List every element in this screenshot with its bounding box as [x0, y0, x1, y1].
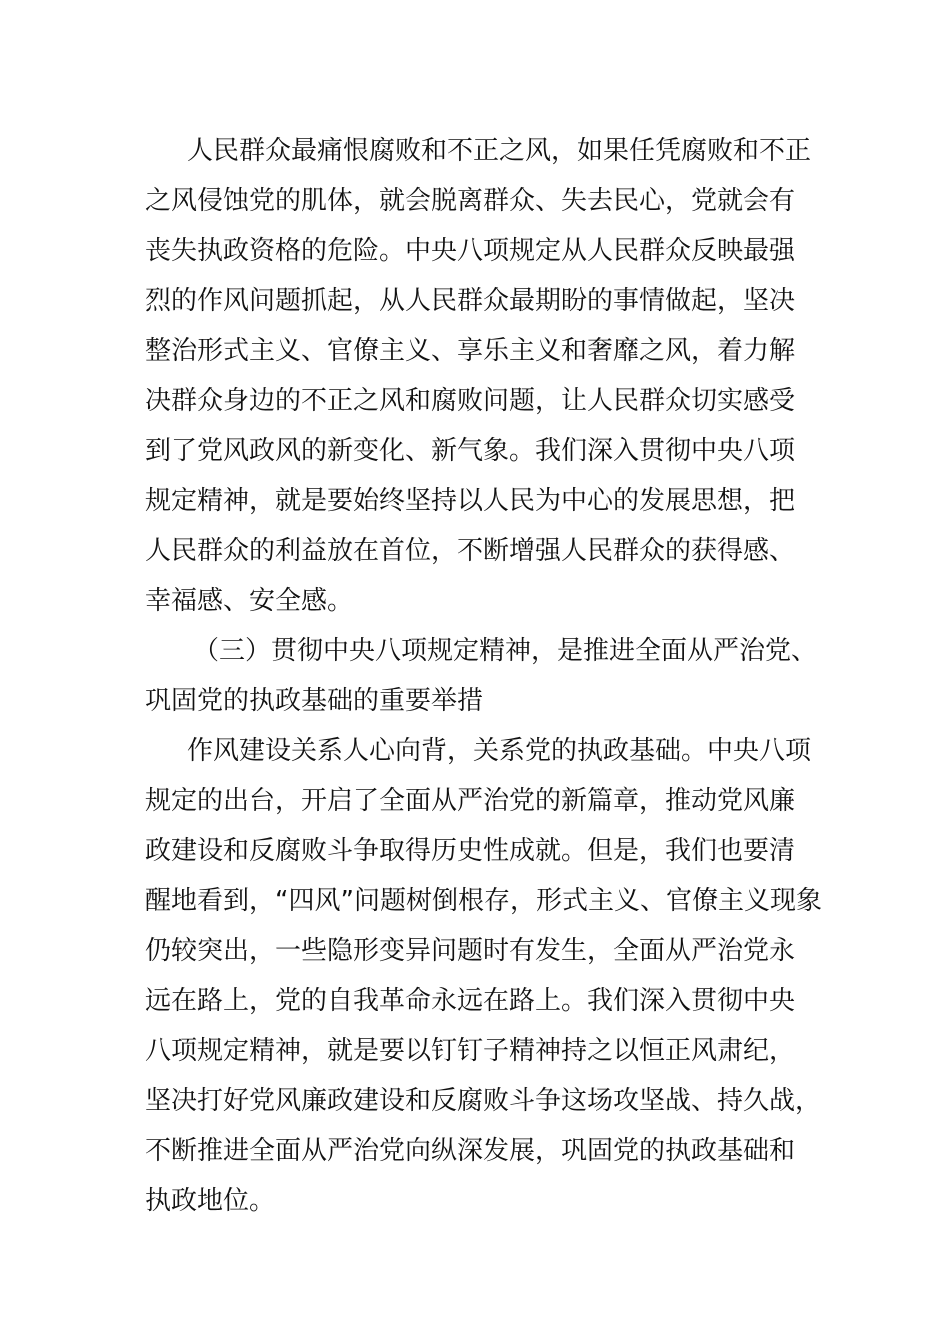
paragraph-1-line: 之风侵蚀党的肌体，就会脱离群众、失去民心，党就会有 [145, 186, 796, 216]
paragraph-1-line: 整治形式主义、官僚主义、享乐主义和奢靡之风，着力解 [145, 336, 796, 366]
paragraph-2-line: 八项规定精神，就是要以钉钉子精神持之以恒正风肃纪， [145, 1036, 796, 1066]
paragraph-2-line: 坚决打好党风廉政建设和反腐败斗争这场攻坚战、持久战， [145, 1086, 822, 1116]
paragraph-1-line: 幸福感、安全感。 [145, 586, 354, 616]
paragraph-1-line: 规定精神，就是要始终坚持以人民为中心的发展思想，把 [145, 486, 796, 516]
paragraph-1-line: 烈的作风问题抓起，从人民群众最期盼的事情做起，坚决 [145, 286, 796, 316]
paragraph-2-line: 作风建设关系人心向背，关系党的执政基础。中央八项 [187, 736, 812, 766]
paragraph-2-line: 政建设和反腐败斗争取得历史性成就。但是，我们也要清 [145, 836, 796, 866]
paragraph-2-line: 规定的出台，开启了全面从严治党的新篇章，推动党风廉 [145, 786, 796, 816]
section-heading-3-line: （三）贯彻中央八项规定精神，是推进全面从严治党、 [193, 636, 818, 666]
paragraph-2-line: 仍较突出，一些隐形变异问题时有发生，全面从严治党永 [145, 936, 796, 966]
paragraph-1-line: 决群众身边的不正之风和腐败问题，让人民群众切实感受 [145, 386, 796, 416]
paragraph-2-line: 不断推进全面从严治党向纵深发展，巩固党的执政基础和 [145, 1136, 796, 1166]
paragraph-2-line: 醒地看到，“四风”问题树倒根存，形式主义、官僚主义现象 [145, 886, 822, 916]
paragraph-1-line: 人民群众最痛恨腐败和不正之风，如果任凭腐败和不正 [187, 136, 812, 166]
paragraph-2-line: 远在路上，党的自我革命永远在路上。我们深入贯彻中央 [145, 986, 796, 1016]
paragraph-1-line: 到了党风政风的新变化、新气象。我们深入贯彻中央八项 [145, 436, 796, 466]
paragraph-2-line: 执政地位。 [145, 1186, 276, 1216]
paragraph-1-line: 丧失执政资格的危险。中央八项规定从人民群众反映最强 [145, 236, 796, 266]
section-heading-3-line: 巩固党的执政基础的重要举措 [145, 686, 484, 716]
paragraph-1-line: 人民群众的利益放在首位，不断增强人民群众的获得感、 [145, 536, 796, 566]
document-body [145, 126, 822, 1226]
